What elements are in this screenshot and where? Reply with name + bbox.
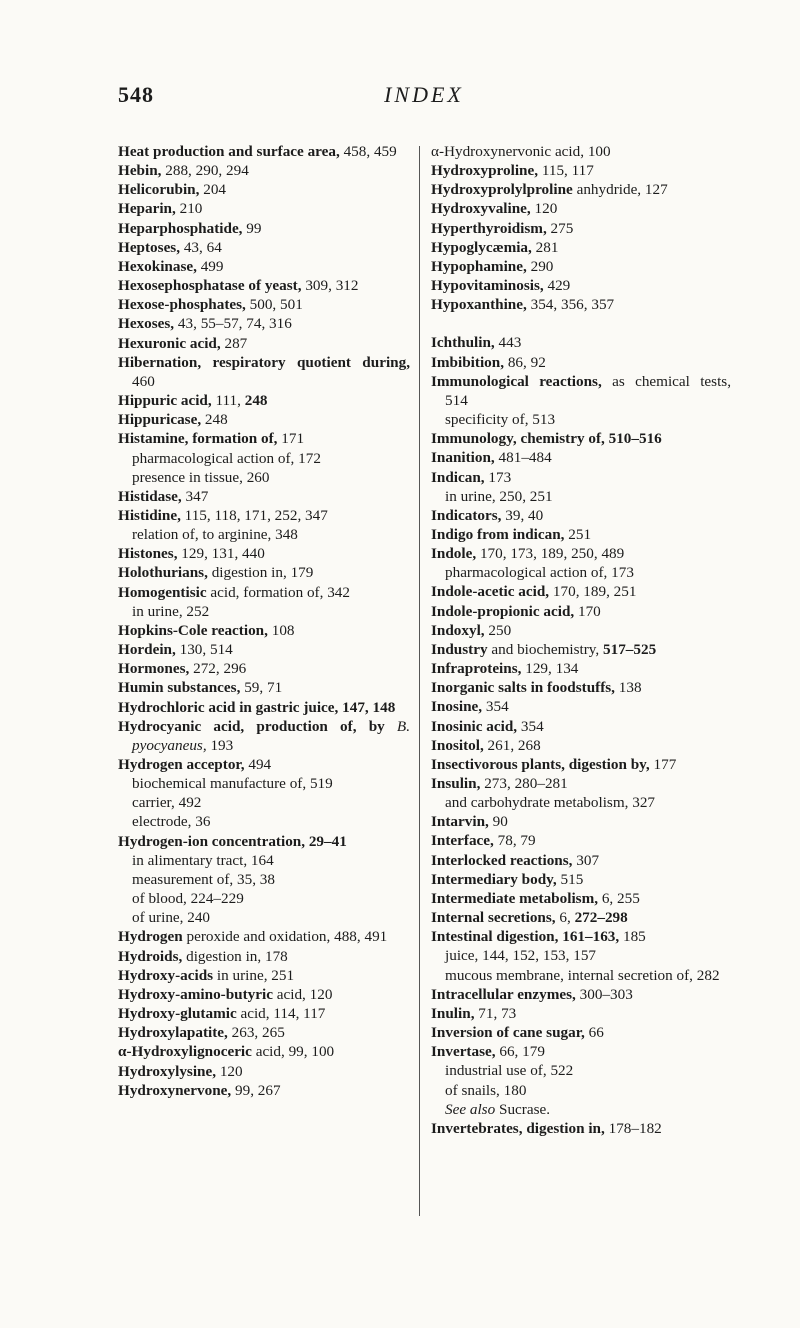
- entry-head: Hydroxylapatite,: [118, 1024, 228, 1042]
- entry-rest: acid, formation of, 342: [206, 583, 350, 601]
- index-entry: [431, 544, 731, 563]
- entry-head: Hydroxyproline,: [431, 162, 539, 180]
- column-divider: [419, 146, 420, 1216]
- entry-rest: pharmacological action of, 173: [445, 564, 634, 582]
- entry-head: Industry: [431, 640, 488, 658]
- entry-head: Indican,: [431, 468, 485, 486]
- entry-rest: 170: [574, 602, 601, 620]
- entry-rest: 273, 280–281: [480, 775, 568, 792]
- entry-head: Invertase,: [431, 1043, 496, 1061]
- entry-rest: 494: [244, 756, 272, 773]
- index-entry: [431, 889, 731, 908]
- entry-head: Histidase,: [118, 487, 182, 505]
- index-entry: [118, 621, 410, 640]
- entry-rest: 130, 514: [175, 641, 233, 659]
- entry-head: Hypoglycæmia,: [431, 238, 532, 256]
- index-entry: [431, 908, 731, 927]
- entry-bold-tail: 517–525: [603, 640, 657, 658]
- entry-rest: 171: [277, 430, 305, 448]
- entry-after-italic: 193: [206, 736, 234, 754]
- index-entry: [118, 391, 410, 410]
- entry-rest: 90: [488, 813, 508, 831]
- index-entry: [431, 697, 731, 716]
- index-entry: [431, 717, 731, 736]
- entry-rest: specificity of, 513: [445, 411, 556, 429]
- index-entry: [431, 372, 731, 410]
- entry-head: Internal secretions,: [431, 909, 556, 927]
- entry-head: Hippuricase,: [118, 411, 202, 429]
- entry-head: Ichthulin,: [431, 334, 495, 352]
- entry-head: Hexokinase,: [118, 257, 197, 275]
- entry-head: Indigo from indican,: [431, 525, 565, 543]
- index-entry: [431, 525, 731, 544]
- index-entry: [118, 238, 410, 257]
- index-entry: [431, 333, 731, 352]
- entry-rest: 460: [132, 372, 155, 390]
- index-subentry: [118, 889, 410, 908]
- entry-head: Indole-propionic acid,: [431, 602, 575, 620]
- entry-head: Heparin,: [118, 200, 176, 218]
- entry-rest: 66: [584, 1024, 604, 1042]
- index-entry: [118, 698, 410, 717]
- entry-after-bold: 185: [619, 928, 646, 946]
- entry-rest: 288, 290, 294: [161, 162, 249, 180]
- index-entry: [431, 927, 731, 946]
- entry-head: Heat production and surface area,: [118, 143, 340, 160]
- entry-head: Histidine,: [118, 506, 181, 524]
- index-entry: [431, 755, 731, 774]
- index-subentry: [431, 410, 731, 429]
- entry-bold-tail: 147, 148: [342, 698, 396, 716]
- entry-head: Interface,: [431, 832, 494, 850]
- index-entry: [431, 448, 731, 467]
- entry-rest: 6,: [555, 909, 575, 927]
- index-entry: [431, 199, 731, 218]
- index-subentry: [431, 1081, 731, 1100]
- entry-head: Hordein,: [118, 641, 176, 659]
- entry-rest: 515: [556, 870, 584, 888]
- index-entry: [118, 1023, 410, 1042]
- entry-rest: in urine, 252: [132, 602, 210, 620]
- index-entry: [118, 1004, 410, 1023]
- entry-rest: 129, 131, 440: [177, 545, 265, 563]
- entry-rest: 307: [572, 851, 600, 869]
- entry-head: Insectivorous plants, digestion by,: [431, 755, 650, 773]
- index-entry: [431, 1004, 731, 1023]
- entry-head: Interlocked reactions,: [431, 851, 573, 869]
- page-number: 548: [118, 82, 154, 107]
- entry-head: Hydroxy-glutamic: [118, 1005, 237, 1023]
- index-entry: [431, 1119, 731, 1138]
- index-entry: [118, 544, 410, 563]
- entry-rest: 281: [531, 238, 559, 256]
- entry-head: Hypoxanthine,: [431, 296, 527, 314]
- entry-rest: 111,: [211, 392, 245, 410]
- entry-rest: 177: [649, 755, 677, 773]
- entry-rest: 429: [543, 277, 571, 295]
- index-entry: [431, 621, 731, 640]
- entry-bold-tail: 29–41: [308, 832, 347, 850]
- entry-head: Hydroxyprolylproline: [431, 181, 573, 199]
- index-entry: [118, 640, 410, 659]
- index-subentry: [431, 487, 731, 506]
- entry-rest: 261, 268: [483, 736, 541, 754]
- entry-rest: 287: [220, 334, 248, 352]
- entry-head: Hibernation, respiratory quotient during,: [118, 353, 410, 371]
- index-subentry: [118, 851, 410, 870]
- index-entry: [431, 353, 731, 372]
- entry-head: Hexose-phosphates,: [118, 296, 246, 314]
- index-entry: [118, 429, 410, 448]
- index-column-left: [118, 142, 410, 1100]
- entry-head: Hydrochloric acid in gastric juice,: [118, 698, 339, 716]
- entry-italic-tail: See also: [445, 1100, 496, 1118]
- entry-rest: presence in tissue, 260: [132, 468, 270, 486]
- entry-head: Hydrocyanic acid, production of, by: [118, 717, 385, 735]
- entry-head: Indoxyl,: [431, 621, 485, 639]
- entry-head: Inversion of cane sugar,: [431, 1024, 585, 1042]
- entry-rest: 272, 296: [189, 660, 247, 678]
- index-subentry: [118, 774, 410, 793]
- index-subentry: [118, 870, 410, 889]
- entry-rest: 354, 356, 357: [526, 296, 615, 314]
- entry-rest: 43, 64: [180, 238, 222, 256]
- index-subentry: [118, 602, 410, 621]
- index-subentry: [118, 449, 410, 468]
- entry-head: Indole-acetic acid,: [431, 583, 550, 601]
- entry-rest: measurement of, 35, 38: [132, 870, 275, 888]
- entry-rest: 481–484: [494, 449, 552, 467]
- entry-rest: and biochemistry,: [487, 640, 603, 658]
- entry-head: α-Hydroxylignoceric: [118, 1043, 252, 1061]
- entry-rest: 138: [614, 679, 642, 697]
- entry-head: Heptoses,: [118, 238, 181, 256]
- index-entry: [118, 583, 410, 602]
- entry-rest: pharmacological action of, 172: [132, 449, 321, 467]
- entry-rest: 300–303: [575, 985, 633, 1003]
- entry-rest: acid, 114, 117: [236, 1005, 326, 1023]
- index-entry: [118, 678, 410, 697]
- entry-head: Hydroxynervone,: [118, 1081, 232, 1099]
- entry-head: Hydrogen: [118, 928, 183, 946]
- index-entry: [431, 640, 731, 659]
- index-subentry: [118, 525, 410, 544]
- entry-rest: 115, 117: [538, 162, 594, 180]
- index-entry: [118, 353, 410, 391]
- index-entry: [431, 659, 731, 678]
- index-entry: [431, 1023, 731, 1042]
- entry-rest: 108: [267, 621, 295, 639]
- entry-head: Inosine,: [431, 698, 483, 716]
- entry-head: Infraproteins,: [431, 660, 522, 678]
- entry-rest: 458, 459: [339, 143, 397, 160]
- entry-bold-tail: 248: [244, 392, 268, 410]
- index-entry: [118, 755, 410, 774]
- entry-rest: 86, 92: [504, 353, 546, 371]
- entry-head: Hypovitaminosis,: [431, 277, 544, 295]
- entry-head: Hopkins-Cole reaction,: [118, 621, 268, 639]
- entry-head: Histamine, formation of,: [118, 430, 278, 448]
- entry-rest: mucous membrane, internal secretion of, 282: [445, 966, 720, 984]
- entry-head: Hydrogen acceptor,: [118, 756, 245, 773]
- entry-rest: 39, 40: [501, 506, 544, 524]
- index-entry: [431, 774, 731, 793]
- entry-head: Immunological reactions,: [431, 372, 602, 390]
- entry-rest: 99: [242, 219, 262, 237]
- entry-head: Invertebrates, digestion in,: [431, 1119, 605, 1137]
- running-head: INDEX: [384, 82, 464, 107]
- index-entry: [431, 985, 731, 1004]
- index-entry: [431, 602, 731, 621]
- index-entry: [431, 506, 731, 525]
- entry-rest: of blood, 224–229: [132, 890, 244, 908]
- index-subentry: [118, 468, 410, 487]
- index-entry: [118, 410, 410, 429]
- entry-rest: juice, 144, 152, 153, 157: [445, 947, 597, 965]
- index-entry: [118, 717, 410, 755]
- index-entry: [118, 142, 410, 161]
- entry-rest: 204: [199, 181, 227, 199]
- index-entry: [118, 487, 410, 506]
- entry-head: Indicators,: [431, 506, 502, 524]
- index-entry: [118, 1042, 410, 1061]
- entry-head: Hormones,: [118, 660, 190, 678]
- entry-rest: 71, 73: [474, 1004, 517, 1022]
- entry-rest: acid, 120: [272, 985, 333, 1003]
- entry-rest: anhydride, 127: [572, 181, 668, 199]
- entry-rest: 210: [175, 200, 203, 218]
- entry-rest: 120: [530, 200, 558, 218]
- entry-after-italic: Sucrase.: [495, 1100, 551, 1118]
- index-entry: [431, 468, 731, 487]
- entry-head: Heparphosphatide,: [118, 219, 243, 237]
- entry-head: Hypophamine,: [431, 257, 527, 275]
- index-entry: [118, 180, 410, 199]
- entry-rest: 120: [216, 1062, 243, 1080]
- entry-rest: 347: [181, 487, 209, 505]
- entry-rest: 78, 79: [493, 832, 536, 850]
- entry-head: Hydroxylysine,: [118, 1062, 217, 1080]
- entry-rest: carrier, 492: [132, 794, 202, 812]
- index-entry: [118, 1062, 410, 1081]
- entry-bold-tail: 161–163,: [562, 928, 620, 946]
- entry-head: Hippuric acid,: [118, 392, 212, 410]
- entry-head: Immunology, chemistry of,: [431, 430, 605, 448]
- entry-rest: 354: [517, 717, 544, 735]
- entry-rest: 290: [526, 257, 554, 275]
- entry-head: Intarvin,: [431, 813, 489, 831]
- index-entry: [431, 219, 731, 238]
- entry-head: Hydroxy-acids: [118, 966, 214, 984]
- entry-rest: in alimentary tract, 164: [132, 851, 274, 869]
- entry-rest: 500, 501: [245, 296, 303, 314]
- index-entry: [118, 199, 410, 218]
- entry-rest: 275: [546, 219, 574, 237]
- index-subentry: [431, 966, 731, 985]
- entry-rest: 443: [494, 334, 522, 352]
- entry-rest: 499: [196, 257, 224, 275]
- entry-rest: 309, 312: [301, 277, 359, 295]
- entry-rest: peroxide and oxidation, 488, 491: [182, 928, 388, 946]
- entry-head: Helicorubin,: [118, 181, 200, 199]
- index-entry: [118, 506, 410, 525]
- entry-rest: 6, 255: [598, 889, 640, 907]
- entry-rest: 59, 71: [240, 679, 283, 697]
- entry-head: Inulin,: [431, 1004, 475, 1022]
- index-entry: [118, 161, 410, 180]
- entry-head: Homogentisic: [118, 583, 207, 601]
- index-entry: [118, 659, 410, 678]
- entry-head: Inanition,: [431, 449, 495, 467]
- index-entry: [118, 1081, 410, 1100]
- entry-head: Indole,: [431, 545, 477, 563]
- entry-rest: 66, 179: [495, 1043, 545, 1061]
- entry-head: Intestinal digestion,: [431, 928, 559, 946]
- index-entry: [118, 832, 410, 851]
- entry-rest: 263, 265: [227, 1024, 285, 1042]
- entry-rest: 248: [201, 411, 228, 429]
- entry-head: Intermediary body,: [431, 870, 557, 888]
- index-entry: [431, 142, 731, 161]
- index-entry: [431, 831, 731, 850]
- index-subentry: [431, 1100, 731, 1119]
- index-entry: [118, 927, 410, 946]
- entry-head: Insulin,: [431, 775, 481, 792]
- entry-head: Hexosephosphatase of yeast,: [118, 277, 302, 295]
- entry-rest: as chemical tests, 514: [445, 372, 732, 409]
- index-entry: [431, 257, 731, 276]
- index-column-right: [431, 142, 731, 1138]
- entry-rest: digestion in, 179: [207, 564, 314, 582]
- index-entry: [118, 563, 410, 582]
- entry-rest: 115, 118, 171, 252, 347: [180, 506, 328, 524]
- entry-rest: and carbohydrate metabolism, 327: [445, 794, 656, 812]
- entry-rest: 251: [564, 525, 592, 543]
- entry-rest: biochemical manufacture of, 519: [132, 775, 333, 793]
- index-subentry: [118, 812, 410, 831]
- entry-rest: industrial use of, 522: [445, 1062, 574, 1080]
- entry-head: Histones,: [118, 545, 178, 563]
- index-subentry: [431, 793, 731, 812]
- entry-rest: 250: [484, 621, 512, 639]
- index-entry: [431, 429, 731, 448]
- index-entry: [431, 276, 731, 295]
- index-entry: [431, 736, 731, 755]
- index-entry: [118, 219, 410, 238]
- entry-rest: 173: [484, 468, 512, 486]
- index-entry: [431, 851, 731, 870]
- entry-head: Hexoses,: [118, 315, 175, 333]
- entry-head: Hebin,: [118, 162, 162, 180]
- entry-rest: acid, 99, 100: [251, 1043, 335, 1061]
- entry-rest: 99, 267: [231, 1081, 281, 1099]
- entry-italic-tail: B. pyocyaneus,: [132, 717, 410, 754]
- index-entry: [118, 276, 410, 295]
- entry-bold-tail: 272–298: [574, 909, 628, 927]
- entry-head: Hyperthyroidism,: [431, 219, 547, 237]
- entry-head: Hexuronic acid,: [118, 334, 221, 352]
- entry-rest: α-Hydroxynervonic acid, 100: [431, 143, 611, 160]
- entry-head: Hydrogen-ion concentration,: [118, 832, 306, 850]
- entry-rest: 354: [482, 698, 509, 716]
- index-subentry: [431, 563, 731, 582]
- index-entry: [118, 257, 410, 276]
- index-entry: [431, 812, 731, 831]
- index-entry: [431, 582, 731, 601]
- entry-rest: in urine, 250, 251: [445, 487, 553, 505]
- entry-head: Inorganic salts in foodstuffs,: [431, 679, 615, 697]
- index-subentry: [431, 1061, 731, 1080]
- index-entry: [431, 161, 731, 180]
- entry-rest: relation of, to arginine, 348: [132, 526, 298, 544]
- index-entry: [118, 314, 410, 333]
- index-entry: [431, 180, 731, 199]
- entry-head: Imbibition,: [431, 353, 505, 371]
- entry-rest: electrode, 36: [132, 813, 211, 831]
- entry-head: Hydroxyvaline,: [431, 200, 531, 218]
- index-entry: [118, 947, 410, 966]
- entry-rest: in urine, 251: [213, 966, 295, 984]
- entry-head: Holothurians,: [118, 564, 208, 582]
- entry-rest: 170, 189, 251: [549, 583, 637, 601]
- entry-head: Intermediate metabolism,: [431, 889, 599, 907]
- entry-head: Inositol,: [431, 736, 484, 754]
- index-entry: [431, 678, 731, 697]
- entry-head: Humin substances,: [118, 679, 241, 697]
- index-subentry: [431, 946, 731, 965]
- index-entry: [431, 238, 731, 257]
- entry-rest: 43, 55–57, 74, 316: [174, 315, 292, 333]
- entry-head: Hydroids,: [118, 947, 183, 965]
- entry-head: Hydroxy-amino-butyric: [118, 985, 273, 1003]
- entry-rest: 170, 173, 189, 250, 489: [476, 545, 625, 563]
- entry-rest: of snails, 180: [445, 1081, 527, 1099]
- entry-rest: 178–182: [604, 1119, 662, 1137]
- entry-rest: 129, 134: [521, 660, 579, 678]
- index-entry: [431, 870, 731, 889]
- index-entry: [431, 295, 731, 314]
- index-entry: [118, 966, 410, 985]
- page-header: [118, 82, 730, 114]
- entry-rest: of urine, 240: [132, 909, 211, 927]
- index-entry: [431, 1042, 731, 1061]
- entry-head: Intracellular enzymes,: [431, 985, 576, 1003]
- entry-head: Inosinic acid,: [431, 717, 518, 735]
- index-entry: [118, 334, 410, 353]
- index-entry: [118, 295, 410, 314]
- index-entry: [118, 985, 410, 1004]
- index-subentry: [118, 908, 410, 927]
- index-subentry: [118, 793, 410, 812]
- entry-bold-tail: 510–516: [608, 430, 662, 448]
- entry-rest: [385, 718, 397, 735]
- entry-rest: digestion in, 178: [182, 947, 288, 965]
